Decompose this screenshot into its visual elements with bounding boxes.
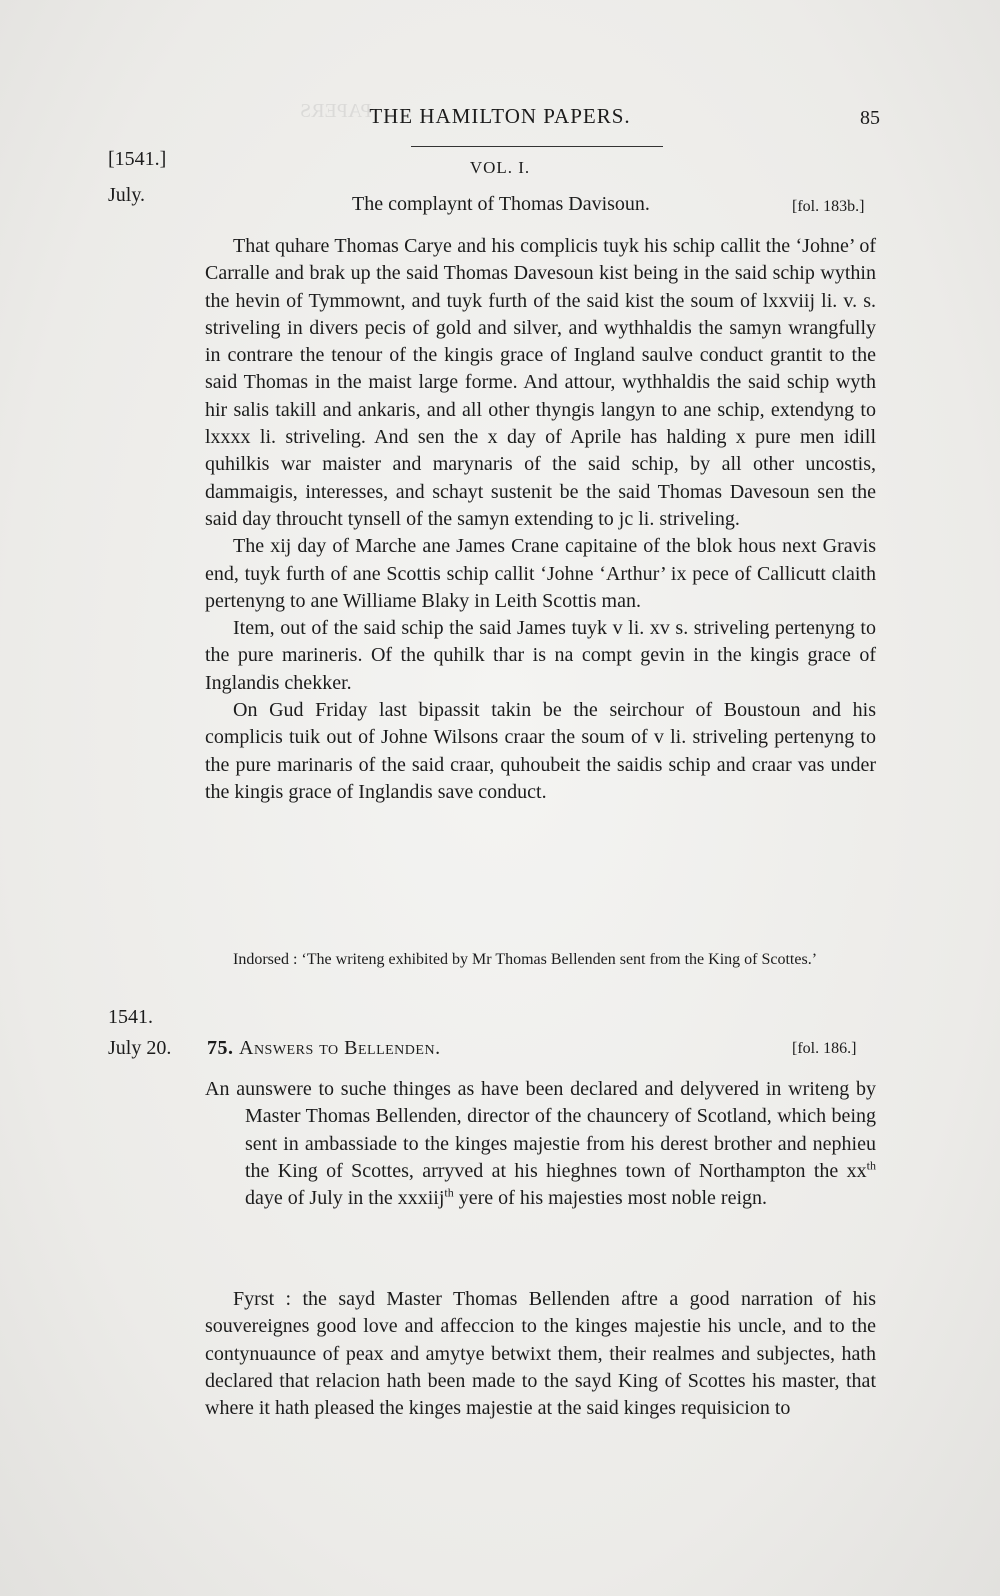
folio-reference: [fol. 186.]: [792, 1040, 857, 1057]
section-body: [205, 1286, 876, 1422]
summary-text: An aunswere to suche thinges as have been declared and delyvered in writeng by Master Thomas Bellenden, director of the chauncery of Scotland, which being sent in ambassiade to the kinges majestie from his derest brother and nephieu the King of Scottes, arryved at his hieghnes town of Northampton the xx: [205, 1078, 876, 1182]
indorsement: [205, 948, 876, 972]
entry-heading: The complaynt of Thomas Davisoun.: [352, 193, 650, 215]
margin-year: [1541.]: [108, 148, 167, 170]
indorsement-text: Indorsed : ‘The writeng exhibited by Mr Thomas Bellenden sent from the King of Scottes.’: [233, 951, 818, 968]
header-rule: [411, 146, 663, 147]
margin-month: July.: [108, 184, 146, 206]
entry-body: [205, 233, 876, 806]
section-title-text: Answers to Bellenden.: [239, 1037, 441, 1059]
section-number: 75.: [207, 1037, 234, 1059]
folio-reference: [fol. 183b.]: [792, 198, 865, 215]
running-title: THE HAMILTON PAPERS.: [369, 104, 631, 128]
superscript: th: [444, 1185, 454, 1200]
superscript: th: [866, 1158, 876, 1173]
paragraph: That quhare Thomas Carye and his complicis tuyk his schip callit the ‘Johne’ of Carralle and brak up the said Thomas Davesoun kist being in the said schip wythin the hevin of Tymmownt, and tuyk furth of the said kist the soum of lxxviij li. v. s. striveling in divers pecis of gold and silver, and wythhaldis the samyn wrangfully in contrare the tenour of the kingis grace of Ingland saulve conduct grantit to the said Thomas in the maist large forme. And attour, wythhaldis the said schip wyth hir salis takill and ankaris, and all other thyngis langyn to ane schip, extendyng to lxxxx li. striveling. And sen the x day of Aprile has halding x pure men idill quhilkis war maister and marynaris of the said schip, by all other uncostis, dammaigis, interesses, and schayt sustenit be the said Thomas Davesoun sen the said day throucht tynsell of the samyn extending to jc li. striveling.: [205, 235, 876, 530]
margin-year: 1541.: [108, 1006, 153, 1028]
page-number: 85: [860, 107, 880, 129]
summary-paragraph: [205, 1076, 876, 1212]
show-through-text: PAPERS: [300, 100, 372, 122]
section-title: [207, 1037, 441, 1060]
summary-text: daye of July in the xxxiij: [245, 1187, 445, 1210]
margin-date: July 20.: [108, 1037, 172, 1059]
paragraph: On Gud Friday last bipassit takin be the seirchour of Boustoun and his complicis tuik out of Johne Wilsons craar the soum of v li. striveling pertenyng to the pure marinaris of the said craar, quhoubeit the saidis schip and craar vas under the kingis grace of Inglandis save conduct.: [205, 699, 876, 803]
paragraph: Item, out of the said schip the said James tuyk v li. xv s. striveling pertenyng to the pure marineris. Of the quhilk thar is na compt gevin in the kingis grace of Inglandis chekker.: [205, 617, 876, 694]
paragraph: Fyrst : the sayd Master Thomas Bellenden aftre a good narration of his souvereignes good love and affeccion to the kinges majestie his uncle, and to the contynuaunce of peax and amytye betwixt them, their realmes and subjectes, hath declared that relacion hath been made to the sayd King of Scottes his master, that where it hath pleased the kinges majestie at the said kinges requisicion to: [205, 1288, 876, 1420]
summary-text: yere of his majesties most noble reign.: [453, 1187, 768, 1210]
volume-label: VOL. I.: [469, 158, 531, 177]
paragraph: The xij day of Marche ane James Crane capitaine of the blok hous next Gravis end, tuyk furth of ane Scottis schip callit ‘Johne ‘Arthur’ ix pece of Callicutt claith pertenyng to ane Williame Blaky in Leith Scottis man.: [205, 535, 876, 612]
